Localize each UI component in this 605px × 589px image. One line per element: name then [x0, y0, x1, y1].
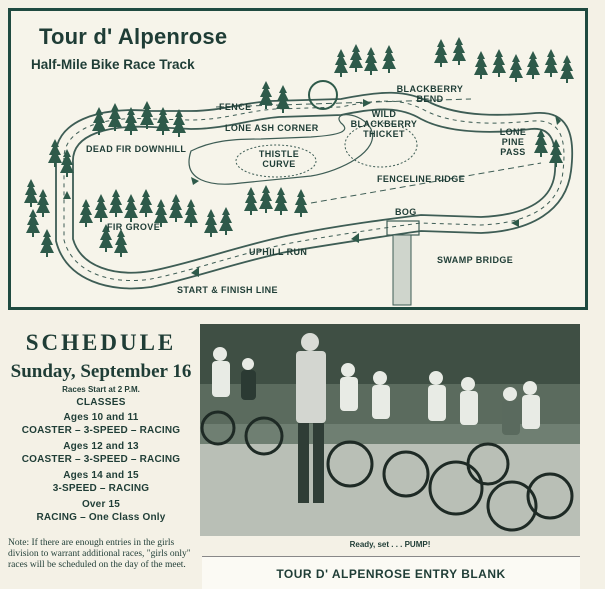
schedule-section — [6, 326, 196, 588]
group-3-ages: Ages 14 and 15 — [63, 470, 139, 481]
group-3-classes: 3-SPEED – RACING — [52, 483, 150, 494]
group-2-ages: Ages 12 and 13 — [63, 441, 139, 452]
label-wild-blackberry-line2: BLACKBERRY — [350, 119, 418, 129]
label-blackberry-bend — [395, 84, 465, 104]
group-1-ages: Ages 10 and 11 — [63, 412, 139, 423]
group-2-classes: COASTER – 3-SPEED – RACING — [21, 454, 181, 465]
tree-cluster-top-right — [334, 37, 574, 83]
label-thistle-curve-line1: THISTLE — [258, 149, 300, 159]
race-photo — [200, 324, 580, 536]
tree-cluster-top-middle — [259, 81, 290, 113]
map-subtitle: Half-Mile Bike Race Track — [31, 57, 195, 72]
group-4-ages: Over 15 — [81, 499, 121, 510]
label-wild-blackberry-thicket — [349, 109, 419, 139]
label-uphill-run: UPHILL RUN — [249, 247, 308, 257]
group-4-classes: RACING – One Class Only — [36, 512, 166, 523]
label-lone-pine-line1: LONE — [499, 127, 527, 137]
label-start-finish: START & FINISH LINE — [177, 285, 278, 295]
label-swamp-bridge: SWAMP BRIDGE — [437, 255, 514, 265]
bog-column — [393, 235, 411, 305]
photo-caption: Ready, set . . . PUMP! — [349, 540, 431, 549]
map-title: Tour d' Alpenrose — [39, 24, 228, 49]
track-map — [8, 8, 588, 310]
label-dead-fir-downhill: DEAD FIR DOWNHILL — [86, 144, 187, 154]
label-fenceline-ridge: FENCELINE RIDGE — [377, 174, 466, 184]
label-lone-pine-pass — [493, 127, 533, 157]
label-bog: BOG — [395, 207, 417, 217]
label-wild-blackberry-line3: THICKET — [363, 129, 405, 139]
schedule-start-time: Races Start at 2 P.M. — [62, 385, 140, 394]
label-thistle-curve-line2: CURVE — [262, 159, 296, 169]
schedule-note: Note: If there are enough entries in the girls division to warrant additional races, "girls only" races will be scheduled on the day of the meet. — [8, 538, 191, 570]
race-photo-illustration — [200, 324, 580, 536]
label-blackberry-bend-line1: BLACKBERRY — [396, 84, 464, 94]
label-blackberry-bend-line2: BEND — [416, 94, 444, 104]
label-fence: FENCE — [219, 102, 252, 112]
schedule-heading: SCHEDULE — [25, 330, 177, 355]
label-fir-grove: FIR GROVE — [107, 222, 161, 232]
label-lone-ash-corner: LONE ASH CORNER — [225, 123, 319, 133]
label-wild-blackberry-line1: WILD — [371, 109, 397, 119]
group-1-classes: COASTER – 3-SPEED – RACING — [21, 425, 181, 436]
label-lone-pine-line2: PINE — [501, 137, 525, 147]
schedule-classes-label: CLASSES — [76, 397, 126, 408]
entry-blank — [202, 556, 580, 589]
lone-ash-tree — [309, 81, 337, 109]
label-lone-pine-line3: PASS — [500, 147, 526, 157]
entry-blank-title: TOUR D' ALPENROSE ENTRY BLANK — [276, 567, 506, 581]
schedule-date: Sunday, September 16 — [10, 361, 192, 382]
label-thistle-curve — [249, 149, 309, 169]
